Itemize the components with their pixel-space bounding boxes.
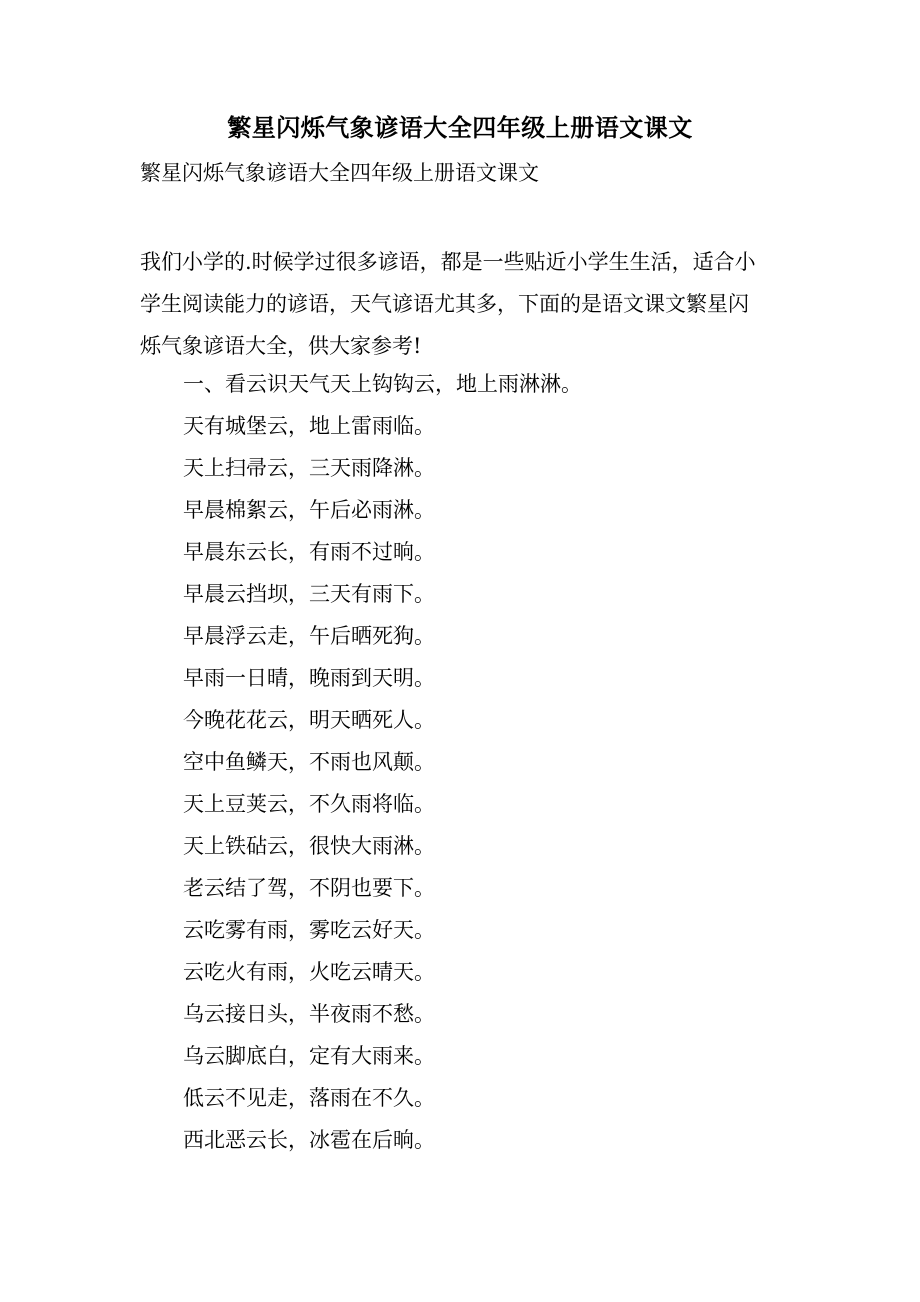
saying-line: 西北恶云长，冰雹在后晌。 bbox=[183, 1128, 435, 1152]
saying-line: 低云不见走，落雨在不久。 bbox=[183, 1086, 435, 1110]
saying-line: 早晨东云长，有雨不过晌。 bbox=[183, 540, 435, 564]
sayings-list bbox=[183, 363, 582, 1161]
saying-line: 乌云接日头，半夜雨不愁。 bbox=[183, 1002, 435, 1026]
saying-line: 乌云脚底白，定有大雨来。 bbox=[183, 1044, 435, 1068]
intro-line: 烁气象谚语大全，供大家参考! bbox=[140, 334, 422, 358]
saying-line: 今晚花花云，明天晒死人。 bbox=[183, 708, 435, 732]
document-subtitle: 繁星闪烁气象谚语大全四年级上册语文课文 bbox=[140, 161, 539, 185]
saying-line: 天上扫帚云，三天雨降淋。 bbox=[183, 456, 435, 480]
saying-line: 一、看云识天气天上钩钩云，地上雨淋淋。 bbox=[183, 372, 582, 396]
saying-line: 空中鱼鳞天，不雨也风颠。 bbox=[183, 750, 435, 774]
saying-line: 老云结了驾，不阴也要下。 bbox=[183, 876, 435, 900]
intro-line: 我们小学的.时候学过很多谚语，都是一些贴近小学生生活，适合小 bbox=[140, 250, 756, 274]
saying-line: 云吃雾有雨，雾吃云好天。 bbox=[183, 918, 435, 942]
saying-line: 早晨浮云走，午后晒死狗。 bbox=[183, 624, 435, 648]
intro-paragraph bbox=[140, 241, 780, 367]
intro-line: 学生阅读能力的谚语，天气谚语尤其多，下面的是语文课文繁星闪 bbox=[140, 292, 749, 316]
document-title: 繁星闪烁气象谚语大全四年级上册语文课文 bbox=[227, 113, 693, 142]
saying-line: 天上豆荚云，不久雨将临。 bbox=[183, 792, 435, 816]
saying-line: 早晨云挡坝，三天有雨下。 bbox=[183, 582, 435, 606]
saying-line: 早晨棉絮云，午后必雨淋。 bbox=[183, 498, 435, 522]
saying-line: 云吃火有雨，火吃云晴天。 bbox=[183, 960, 435, 984]
saying-line: 早雨一日晴，晚雨到天明。 bbox=[183, 666, 435, 690]
saying-line: 天有城堡云，地上雷雨临。 bbox=[183, 414, 435, 438]
saying-line: 天上铁砧云，很快大雨淋。 bbox=[183, 834, 435, 858]
